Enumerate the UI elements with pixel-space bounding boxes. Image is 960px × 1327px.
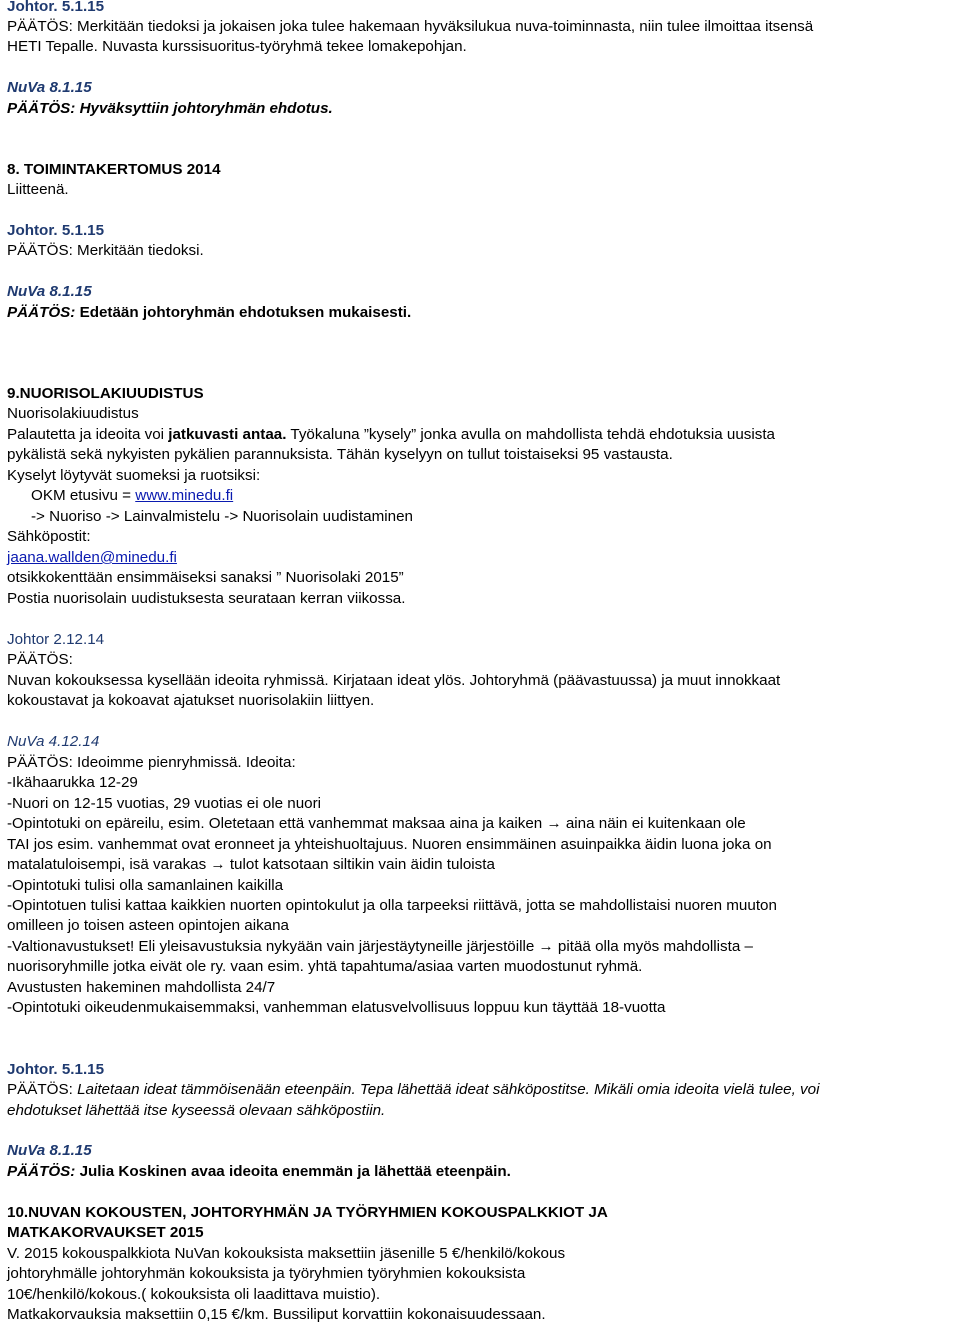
- paragraph: PÄÄTÖS: Merkitään tiedoksi.: [7, 242, 204, 259]
- decision-body: Julia Koskinen avaa ideoita enemmän ja lähettää eteenpäin.: [75, 1163, 511, 1180]
- paragraph: ehdotukset lähettää itse kyseessä olevaan sähköpostiin.: [7, 1102, 386, 1119]
- section-heading: NuVa 4.12.14: [7, 733, 100, 750]
- paragraph: [7, 445, 673, 465]
- list-item: matalatuloisempi, isä varakas → tulot katsotaan siltikin vain äidin tuloista: [7, 856, 495, 873]
- decision-label: PÄÄTÖS:: [7, 1081, 78, 1098]
- list-item: -Valtionavustukset! Eli yleisavustuksia nykyään vain järjestäytyneille järjestöille → pitää olla myös mahdollista –: [7, 938, 753, 955]
- paragraph: Kyselyt löytyvät suomeksi ja ruotsiksi:: [7, 467, 261, 484]
- list-item: -Opintotuki oikeudenmukaisemmaksi, vanhemman elatusvelvollisuus loppuu kun täyttää 18-vuotta: [7, 999, 666, 1016]
- email-link[interactable]: jaana.wallden@minedu.fi: [7, 549, 177, 566]
- decision-text: [7, 303, 411, 323]
- section-title: 9.NUORISOLAKIUUDISTUS: [7, 385, 204, 402]
- email-label: Sähköpostit:: [7, 528, 91, 545]
- list-item: -Opintotuen tulisi kattaa kaikkien nuorten opintokulut ja olla tarpeeksi riittävä, jotta se mahdollistaisi nuoren muuton: [7, 897, 777, 914]
- list-item: Avustusten hakeminen mahdollista 24/7: [7, 979, 276, 996]
- list-item: TAI jos esim. vanhemmat ovat eronneet ja yhteishuoltajuus. Nuoren ensimmäinen asuinpaikka äidin luona joka on: [7, 836, 772, 853]
- list-item: omilleen jo toisen asteen opintojen aikana: [7, 917, 290, 934]
- text-run: pykälistä sekä nykyisten pykälien parannuksista.: [7, 446, 337, 463]
- section-heading: Johtor. 5.1.15: [7, 1061, 105, 1078]
- section-title: MATKAKORVAUKSET 2015: [7, 1224, 204, 1241]
- list-item: -Ikähaarukka 12-29: [7, 774, 138, 791]
- paragraph: V. 2015 kokouspalkkiota NuVan kokouksista maksettiin jäsenille 5 €/henkilö/kokous: [7, 1245, 566, 1262]
- decision-body: Edetään johtoryhmän ehdotuksen mukaisesti.: [75, 304, 412, 321]
- okm-line: [31, 486, 233, 506]
- decision-label: PÄÄTÖS:: [7, 304, 76, 321]
- paragraph: otsikkokenttään ensimmäiseksi sanaksi ” Nuorisolaki 2015”: [7, 569, 404, 586]
- decision-body: Laitetaan ideat tämmöisenään eteenpäin. Tepa lähettää ideat sähköpostitse. Mikäli omia ideoita vielä tulee, voi: [77, 1081, 820, 1098]
- list-item: -Opintotuki on epäreilu, esim. Oletetaan että vanhemmat maksaa aina ja kaiken → aina näin ei kuitenkaan ole: [7, 815, 746, 832]
- paragraph: 10€/henkilö/kokous.( kokouksista oli laadittava muistio).: [7, 1286, 381, 1303]
- decision-label: PÄÄTÖS:: [7, 1163, 76, 1180]
- section-title: 8. TOIMINTAKERTOMUS 2014: [7, 161, 221, 178]
- paragraph: Postia nuorisolain uudistuksesta seurataan kerran viikossa.: [7, 590, 406, 607]
- paragraph: PÄÄTÖS: Merkitään tiedoksi ja jokaisen joka tulee hakemaan hyväksilukua nuva-toiminnasta, niin tulee ilmoittaa itsensä: [7, 18, 814, 35]
- paragraph: PÄÄTÖS: Ideoimme pienryhmissä. Ideoita:: [7, 754, 296, 771]
- section-heading: NuVa 8.1.15: [7, 1142, 92, 1159]
- decision-text: [7, 1162, 511, 1182]
- minedu-link[interactable]: www.minedu.fi: [135, 487, 234, 504]
- section-title: 10.NUVAN KOKOUSTEN, JOHTORYHMÄN JA TYÖRYHMIEN KOKOUSPALKKIOT JA: [7, 1204, 608, 1221]
- paragraph: Matkakorvauksia maksettiin 0,15 €/km. Bussiliput korvattiin kokonaisuudessaan.: [7, 1306, 546, 1323]
- section-heading: NuVa 8.1.15: [7, 283, 92, 300]
- section-heading: NuVa 8.1.15: [7, 79, 92, 96]
- decision-label: PÄÄTÖS:: [7, 651, 73, 668]
- text-run: Työkaluna ”kysely” jonka avulla on mahdollista tehdä ehdotuksia uusista: [286, 426, 775, 443]
- paragraph: Liitteenä.: [7, 181, 69, 198]
- list-item: nuorisoryhmille jotka eivät ole ry. vaan esim. yhtä tapahtuma/asiaa varten muodostunut ryhmä.: [7, 958, 643, 975]
- text-run-bold: jatkuvasti antaa.: [168, 426, 287, 443]
- text-run: OKM etusivu =: [31, 487, 136, 504]
- decision-text: PÄÄTÖS: Hyväksyttiin johtoryhmän ehdotus.: [7, 100, 333, 117]
- section-heading: Johtor 2.12.14: [7, 631, 105, 648]
- navigation-path: -> Nuoriso -> Lainvalmistelu -> Nuorisolain uudistaminen: [31, 508, 413, 525]
- text-run: Palautetta ja ideoita voi: [7, 426, 169, 443]
- section-heading: Johtor. 5.1.15: [7, 0, 105, 15]
- list-item: -Opintotuki tulisi olla samanlainen kaikilla: [7, 877, 284, 894]
- list-item: -Nuori on 12-15 vuotias, 29 vuotias ei ole nuori: [7, 795, 322, 812]
- paragraph: Nuvan kokouksessa kysellään ideoita ryhmissä. Kirjataan ideat ylös. Johtoryhmä (päävastuussa) ja muut innokkaat: [7, 672, 781, 689]
- section-heading: Johtor. 5.1.15: [7, 222, 105, 239]
- paragraph: [7, 1080, 819, 1100]
- paragraph: [7, 425, 775, 445]
- email-line: [7, 548, 177, 568]
- paragraph: HETI Tepalle. Nuvasta kurssisuoritus-työryhmä tekee lomakepohjan.: [7, 38, 467, 55]
- paragraph: kokoustavat ja kokoavat ajatukset nuorisolakiin liittyen.: [7, 692, 375, 709]
- section-subtitle: Nuorisolakiuudistus: [7, 405, 139, 422]
- paragraph: johtoryhmälle johtoryhmän kokouksista ja työryhmien työryhmien kokouksista: [7, 1265, 526, 1282]
- text-run: Tähän kyselyyn on tullut toistaiseksi 95 vastausta.: [336, 446, 673, 463]
